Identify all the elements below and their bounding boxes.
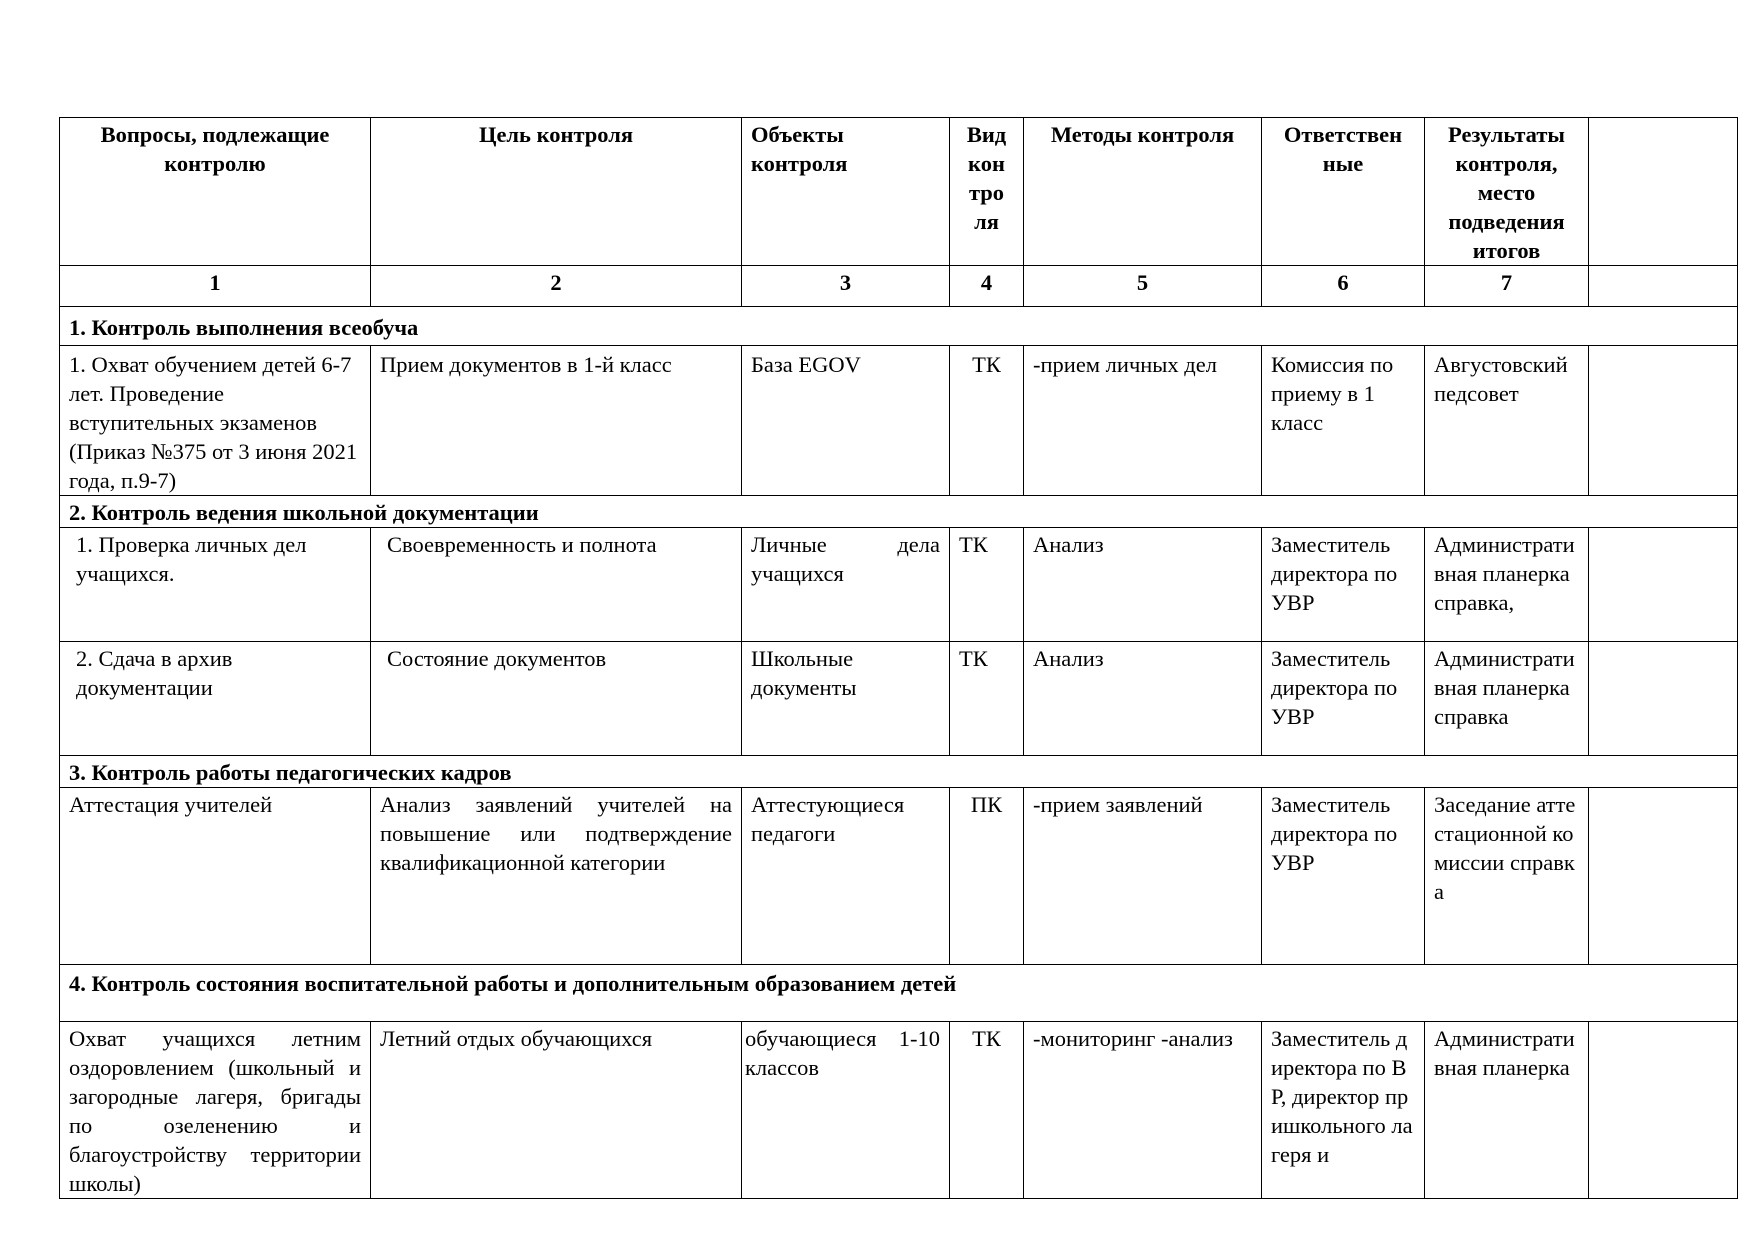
cell-extra (1589, 1022, 1738, 1199)
cell-responsible: Заместитель директора по УВР (1262, 788, 1425, 965)
header-results: Результаты контроля, место подведения итогов (1425, 118, 1589, 266)
section-row (60, 965, 1738, 1022)
section-title: 4. Контроль состояния воспитательной работы и дополнительным образованием детей (60, 965, 1738, 1022)
cell-question: 2. Сдача в архив документации (60, 642, 371, 756)
section-title: 2. Контроль ведения школьной документации (60, 496, 1738, 528)
cell-question: Охват учащихся летним оздоровлением (школьный и загородные лагеря, бригады по озеленению и благоустройству территории школы) (60, 1022, 371, 1199)
table-row (60, 346, 1738, 496)
section-title: 3. Контроль работы педагогических кадров (60, 756, 1738, 788)
cell-results: Административная планерка справка, (1425, 528, 1589, 642)
header-goal: Цель контроля (371, 118, 742, 266)
cell-goal: Анализ заявлений учителей на повышение или подтверждение квалификационной категории (371, 788, 742, 965)
section-row (60, 496, 1738, 528)
section-title: 1. Контроль выполнения всеобуча (60, 307, 1738, 346)
cell-responsible: Заместитель директора по УВР (1262, 528, 1425, 642)
col-number: 2 (371, 266, 742, 307)
col-number (1589, 266, 1738, 307)
cell-objects: Личные дела учащихся (742, 528, 950, 642)
cell-goal: Состояние документов (371, 642, 742, 756)
cell-objects: обучающиеся 1-10 классов (742, 1022, 950, 1199)
cell-type: ТК (950, 346, 1024, 496)
cell-results: Административная планерка справка (1425, 642, 1589, 756)
header-type: Вид кон тро ля (950, 118, 1024, 266)
cell-results: Заседание аттестационной комиссии справка (1425, 788, 1589, 965)
header-extra (1589, 118, 1738, 266)
cell-goal: Своевременность и полнота (371, 528, 742, 642)
cell-methods: -прием заявлений (1024, 788, 1262, 965)
section-row (60, 756, 1738, 788)
cell-extra (1589, 346, 1738, 496)
cell-objects: Аттестующиеся педагоги (742, 788, 950, 965)
table-row (60, 788, 1738, 965)
cell-responsible: Комиссия по приему в 1 класс (1262, 346, 1425, 496)
header-row (60, 118, 1738, 266)
cell-responsible: Заместитель директора по ВР, директор пришкольного лагеря и (1262, 1022, 1425, 1199)
control-plan-table (59, 117, 1738, 1199)
section-row (60, 307, 1738, 346)
header-questions: Вопросы, подлежащие контролю (60, 118, 371, 266)
header-methods: Методы контроля (1024, 118, 1262, 266)
table-row (60, 642, 1738, 756)
cell-goal: Летний отдых обучающихся (371, 1022, 742, 1199)
cell-question: 1. Охват обучением детей 6-7 лет. Проведение вступительных экзаменов (Приказ №375 от 3 июня 2021 года, п.9-7) (60, 346, 371, 496)
column-numbers-row (60, 266, 1738, 307)
header-objects: Объекты контроля (742, 118, 950, 266)
cell-results: Августовский педсовет (1425, 346, 1589, 496)
cell-methods: -мониторинг -анализ (1024, 1022, 1262, 1199)
cell-question: 1. Проверка личных дел учащихся. (60, 528, 371, 642)
col-number: 1 (60, 266, 371, 307)
table-row (60, 1022, 1738, 1199)
cell-question: Аттестация учителей (60, 788, 371, 965)
cell-objects: Школьные документы (742, 642, 950, 756)
cell-responsible: Заместитель директора по УВР (1262, 642, 1425, 756)
cell-methods: -прием личных дел (1024, 346, 1262, 496)
col-number: 7 (1425, 266, 1589, 307)
cell-extra (1589, 528, 1738, 642)
cell-type: ПК (950, 788, 1024, 965)
cell-methods: Анализ (1024, 528, 1262, 642)
cell-type: ТК (950, 528, 1024, 642)
col-number: 4 (950, 266, 1024, 307)
cell-type: ТК (950, 642, 1024, 756)
header-responsible: Ответствен ные (1262, 118, 1425, 266)
table-row (60, 528, 1738, 642)
cell-goal: Прием документов в 1-й класс (371, 346, 742, 496)
cell-extra (1589, 788, 1738, 965)
col-number: 3 (742, 266, 950, 307)
cell-extra (1589, 642, 1738, 756)
cell-type: ТК (950, 1022, 1024, 1199)
cell-results: Административная планерка (1425, 1022, 1589, 1199)
cell-objects: База EGOV (742, 346, 950, 496)
cell-methods: Анализ (1024, 642, 1262, 756)
col-number: 5 (1024, 266, 1262, 307)
col-number: 6 (1262, 266, 1425, 307)
